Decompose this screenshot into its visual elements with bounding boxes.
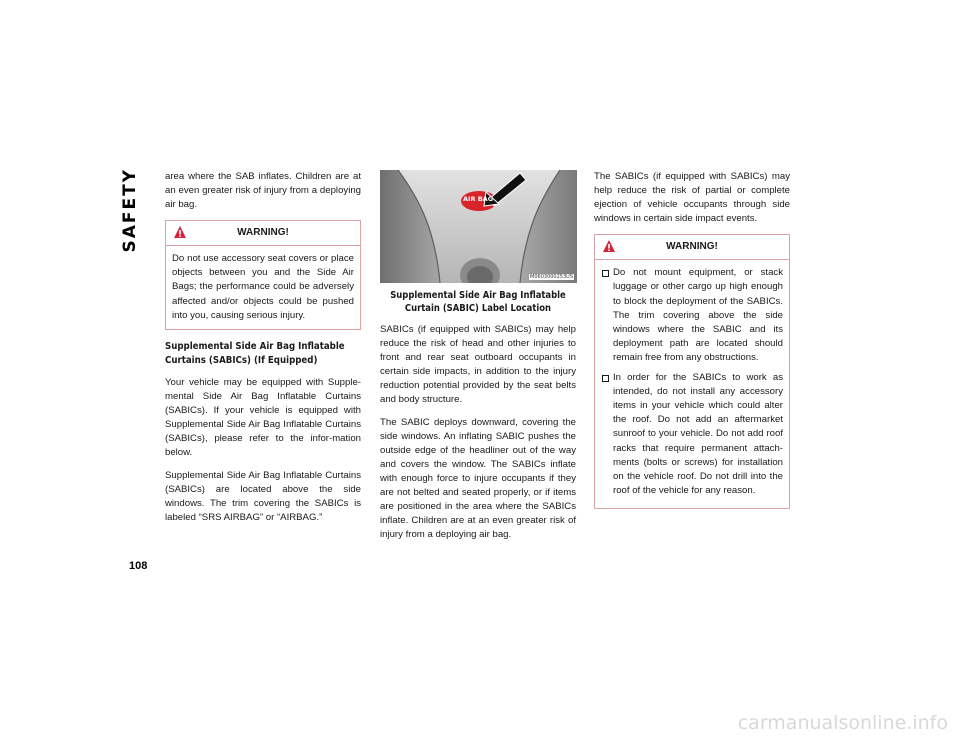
col1-intro-paragraph: area where the SAB inflates. Children are at an even greater risk of injury from a deploying air bag. <box>165 171 361 211</box>
warning-header <box>166 221 360 246</box>
warning-header <box>595 235 789 260</box>
warning-body <box>166 246 360 328</box>
column-1 <box>165 170 361 533</box>
column-3 <box>594 170 790 519</box>
col2-paragraph-deployment: The SABIC deploys downward, covering the side windows. An inflating SABIC pushes the outside edge of the headliner out of the way and covers the window. The SABICs inflate with enough force to injure occupants if they are not belted and seated properly, or if items are positioned in the area where the SABICs inflate. Children are at an even greater risk of injury from a deploying air bag. <box>380 416 576 541</box>
warning-title: WARNING! <box>237 227 289 239</box>
warning-triangle-icon <box>602 239 616 253</box>
warning-bullet-item <box>601 371 783 498</box>
warning-bullet-item <box>601 266 783 365</box>
column-2 <box>380 170 576 550</box>
figure-caption: Supplemental Side Air Bag Inflatable Curtain (SABIC) Label Location <box>390 290 566 314</box>
warning-bullet-text: Do not mount equipment, or stack luggage or other cargo up high enough to block the deployment of the SABICs. The trim covering above the side windows where the SABIC and its deployment path are located should remain free from any obstructions. <box>613 267 783 363</box>
col3-intro-paragraph: The SABICs (if equipped with SABICs) may help reduce the risk of partial or complete ejection of vehicle occupants through side windows in certain side impact events. <box>594 171 790 225</box>
figure-code: M0603000253US <box>530 274 573 280</box>
warning-box-roof <box>594 234 790 509</box>
square-bullet-icon <box>602 270 609 277</box>
square-bullet-icon <box>602 375 609 382</box>
warning-title: WARNING! <box>666 241 718 253</box>
section-heading-sabics: Supplemental Side Air Bag Inflatable Curtains (SABICs) (If Equipped) <box>165 340 345 366</box>
warning-body <box>595 260 789 508</box>
warning-box-seat-covers <box>165 220 361 329</box>
section-tab: SAFETY <box>120 168 140 253</box>
page-number: 108 <box>129 560 148 572</box>
col1-paragraph-location: Supplemental Side Air Bag Inflatable Curtains (SABICs) are located above the side windows. The trim covering the SABICs is labeled “SRS AIRBAG” or “AIRBAG.” <box>165 469 361 523</box>
warning-bullet-text: In order for the SABICs to work as intended, do not install any accessory items in your vehicle which could alter the roof. Do not add an aftermarket sunroof to your vehicle. Do not add roof racks that require permanent attach-ments (bolts or screws) for installation on the vehicle roof. Do not drill into the roof of the vehicle for any reason. <box>613 372 783 496</box>
air-bag-badge-text: AIR BAG <box>463 195 494 203</box>
pillar-trim-illustration <box>380 170 577 283</box>
col1-paragraph-equipped: Your vehicle may be equipped with Supple-mental Side Air Bag Inflatable Curtains (SABICs). If your vehicle is equipped with Supplemental Side Air Bag Inflatable Curtains (SABICs), please refer to the infor-mation below. <box>165 376 361 459</box>
warning-text: Do not use accessory seat covers or place objects between you and the Side Air Bags; the performance could be adversely affected and/or objects could be pushed into you, causing serious injury. <box>172 253 354 321</box>
col2-paragraph-benefits: SABICs (if equipped with SABICs) may help reduce the risk of head and other injuries to front and rear seat outboard occupants in certain side impacts, in addition to the injury reduction potential provided by the seat belts and body structure. <box>380 324 576 406</box>
watermark: carmanualsonline.info <box>737 712 948 734</box>
sabic-label-figure <box>380 170 577 283</box>
warning-triangle-icon <box>173 225 187 239</box>
